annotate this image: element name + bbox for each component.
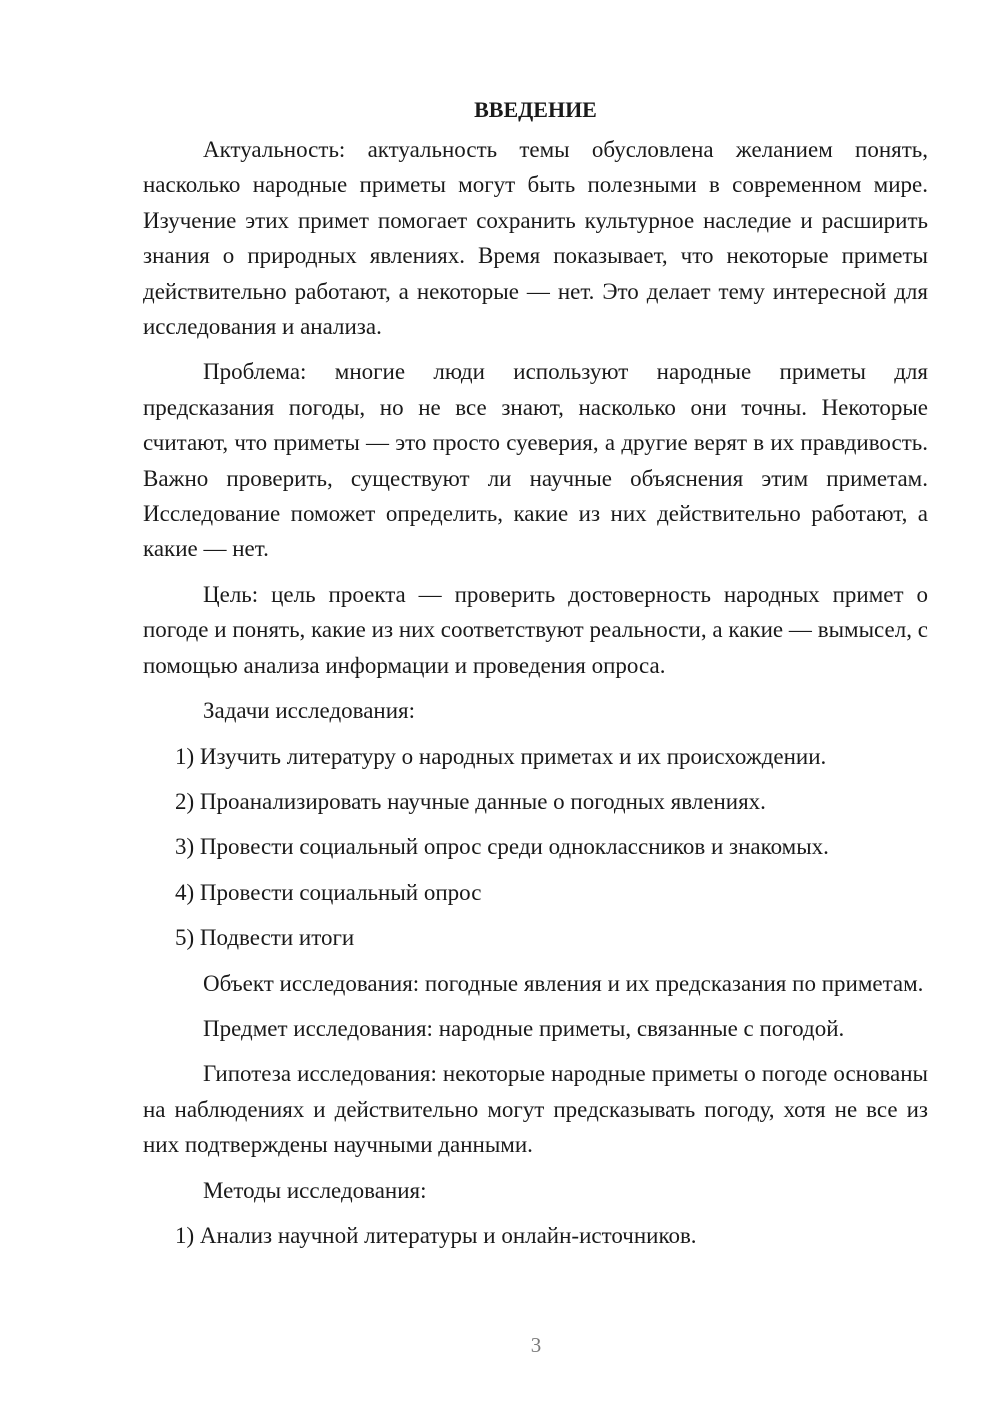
tasks-heading: Задачи исследования: <box>203 698 416 724</box>
paragraph-subject: Предмет исследования: народные приметы, связанные с погодой. <box>203 1015 845 1041</box>
task-item: 3) Провести социальный опрос среди одноклассников и знакомых. <box>175 834 829 860</box>
paragraph-relevance: Актуальность: актуальность темы обусловлена желанием понять, насколько народные приметы могут быть полезными в современном мире. Изучение этих примет помогает сохранить культурное наследие и расширить знания о природных явлениях. Время показывает, что некоторые приметы действительно работают, а некоторые — нет. Это делает тему интересной для исследования и анализа. <box>143 137 928 340</box>
task-item: 2) Проанализировать научные данные о погодных явлениях. <box>175 788 766 814</box>
section-title: ВВЕДЕНИЕ <box>474 97 597 122</box>
paragraph-hypothesis: Гипотеза исследования: некоторые народные приметы о погоде основаны на наблюдениях и действительно могут предсказывать погоду, хотя не все из них подтверждены научными данными. <box>143 1061 928 1158</box>
page-content <box>143 93 928 1263</box>
task-item: 1) Изучить литературу о народных приметах и их происхождении. <box>175 743 827 769</box>
methods-heading: Методы исследования: <box>203 1177 427 1203</box>
paragraph-object: Объект исследования: погодные явления и их предсказания по приметам. <box>203 970 924 996</box>
page-number: 3 <box>530 1333 542 1357</box>
paragraph-problem: Проблема: многие люди используют народные приметы для предсказания погоды, но не все знают, насколько они точны. Некоторые считают, что приметы — это просто суеверия, а другие верят в их правдивость. Важно проверить, существуют ли научные объяснения этим приметам. Исследование поможет определить, какие из них действительно работают, а какие — нет. <box>143 359 928 562</box>
method-item: 1) Анализ научной литературы и онлайн-источников. <box>175 1222 697 1248</box>
task-item: 4) Провести социальный опрос <box>175 879 482 905</box>
paragraph-goal: Цель: цель проекта — проверить достоверность народных примет о погоде и понять, какие из них соответствуют реальности, а какие — вымысел, с помощью анализа информации и проведения опроса. <box>143 581 928 678</box>
task-item: 5) Подвести итоги <box>175 925 355 951</box>
